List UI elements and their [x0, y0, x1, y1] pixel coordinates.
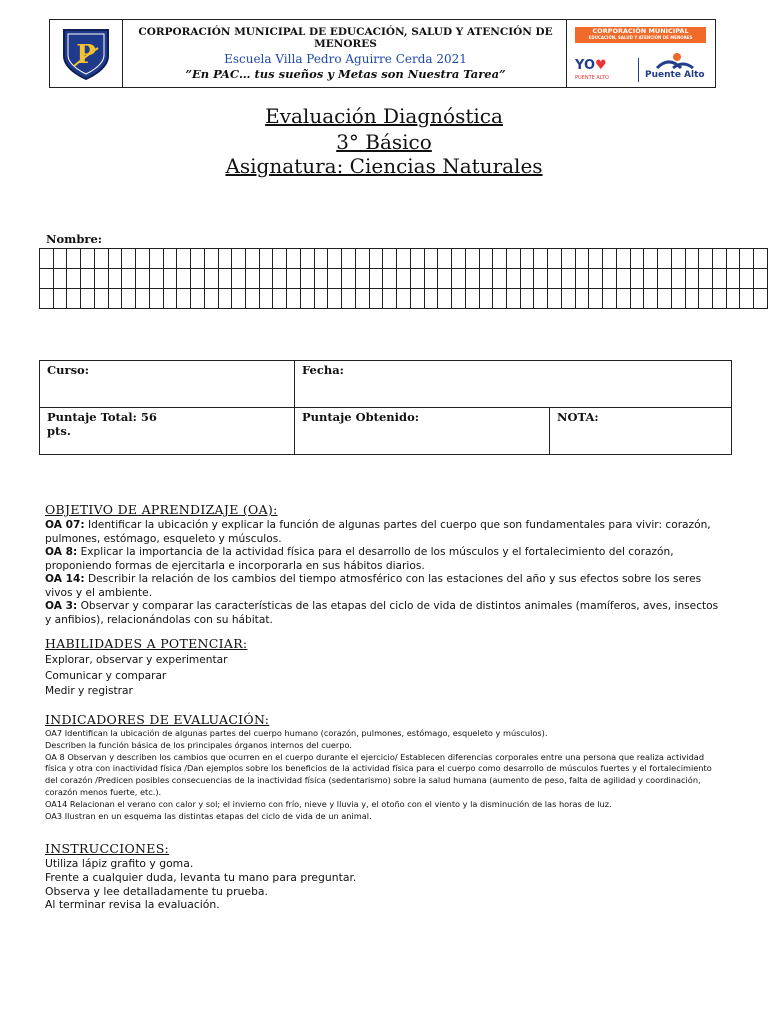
- name-grid-cell[interactable]: [520, 289, 534, 309]
- name-grid-cell[interactable]: [287, 269, 301, 289]
- name-grid-cell[interactable]: [534, 269, 548, 289]
- name-grid-cell[interactable]: [520, 249, 534, 269]
- name-grid-cell[interactable]: [355, 249, 369, 269]
- habilidad-item: Explorar, observar y experimentar: [45, 654, 228, 666]
- name-grid-cell[interactable]: [40, 269, 54, 289]
- name-grid-cell[interactable]: [671, 249, 685, 269]
- name-grid-cell[interactable]: [232, 249, 246, 269]
- name-grid-cell[interactable]: [122, 289, 136, 309]
- name-grid-cell[interactable]: [575, 269, 589, 289]
- indicadores-list: [45, 728, 725, 822]
- name-grid-cell[interactable]: [452, 269, 466, 289]
- name-grid-cell[interactable]: [410, 249, 424, 269]
- instrucciones-list: [45, 857, 356, 912]
- name-grid-cell[interactable]: [163, 269, 177, 289]
- instruccion-item: Observa y lee detalladamente tu prueba.: [45, 884, 268, 898]
- name-grid-cell[interactable]: [548, 249, 562, 269]
- name-grid-cell[interactable]: [67, 289, 81, 309]
- name-grid-cell[interactable]: [603, 249, 617, 269]
- name-grid-cell[interactable]: [204, 249, 218, 269]
- name-grid-cell[interactable]: [726, 249, 740, 269]
- name-grid-cell[interactable]: [493, 249, 507, 269]
- name-grid-cell[interactable]: [108, 269, 122, 289]
- name-grid-cell[interactable]: [136, 289, 150, 309]
- name-grid-cell[interactable]: [53, 269, 67, 289]
- name-grid-cell[interactable]: [369, 289, 383, 309]
- puente-alto-text: Puente Alto: [645, 70, 705, 80]
- name-grid-cell[interactable]: [355, 289, 369, 309]
- name-grid-cell[interactable]: [94, 249, 108, 269]
- name-grid-cell[interactable]: [108, 249, 122, 269]
- name-grid-cell[interactable]: [465, 289, 479, 309]
- name-grid-cell[interactable]: [218, 269, 232, 289]
- name-grid-cell[interactable]: [204, 289, 218, 309]
- name-grid-cell[interactable]: [616, 289, 630, 309]
- name-grid-cell[interactable]: [273, 249, 287, 269]
- name-grid-cell[interactable]: [685, 249, 699, 269]
- indicador-item: OA 8 Observan y describen los cambios que ocurren en el cuerpo durante el ejercicio/ Establecen diferencias corporales entre una persona que realiza actividad física y otra con inactividad física /Dan ejemplos sobre los beneficios de la actividad física para el cuerpo como desarrollo de músculos fuertes y el fortalecimiento del corazón /Predicen posibles consecuencias de la inactividad física (sedentarismo) sobre la salud humana (aumento de peso, falta de agilidad y coordinación, corazón menos fuerte, etc.).: [45, 751, 712, 797]
- name-grid-cell[interactable]: [397, 249, 411, 269]
- name-grid-cell[interactable]: [53, 249, 67, 269]
- instruccion-item: Al terminar revisa la evaluación.: [45, 898, 220, 912]
- yo-puente-alto-text: YO♥: [575, 58, 607, 73]
- name-grid-cell[interactable]: [136, 269, 150, 289]
- school-motto: ”En PAC… tus sueños y Metas son Nuestra Tarea”: [185, 67, 506, 81]
- name-grid-cell[interactable]: [616, 269, 630, 289]
- corporation-banner: CORPORACIÓN MUNICIPAL EDUCACIÓN, SALUD Y ATENCIÓN DE MENORES: [575, 27, 706, 43]
- instruccion-item: Utiliza lápiz grafito y goma.: [45, 857, 194, 870]
- name-grid-cell[interactable]: [246, 269, 260, 289]
- name-grid-cell[interactable]: [136, 249, 150, 269]
- name-grid-cell[interactable]: [273, 289, 287, 309]
- name-grid-cell[interactable]: [218, 289, 232, 309]
- name-grid-cell[interactable]: [438, 249, 452, 269]
- name-grid-cell[interactable]: [438, 289, 452, 309]
- name-grid-cell[interactable]: [259, 289, 273, 309]
- name-grid-cell[interactable]: [218, 249, 232, 269]
- name-grid-row: [40, 269, 768, 289]
- name-grid-cell[interactable]: [259, 269, 273, 289]
- name-grid-cell[interactable]: [328, 289, 342, 309]
- fecha-cell[interactable]: Fecha:: [295, 361, 732, 408]
- name-grid-cell[interactable]: [67, 269, 81, 289]
- name-grid-cell[interactable]: [479, 249, 493, 269]
- name-grid-cell[interactable]: [40, 289, 54, 309]
- name-grid-cell[interactable]: [740, 249, 754, 269]
- document-header: [49, 19, 716, 88]
- name-grid-cell[interactable]: [534, 249, 548, 269]
- name-grid-cell[interactable]: [575, 249, 589, 269]
- name-grid-cell[interactable]: [383, 249, 397, 269]
- name-grid-cell[interactable]: [465, 269, 479, 289]
- name-grid-cell[interactable]: [644, 289, 658, 309]
- name-grid: [39, 248, 768, 309]
- name-grid-cell[interactable]: [149, 249, 163, 269]
- name-grid-cell[interactable]: [163, 289, 177, 309]
- name-grid-cell[interactable]: [40, 249, 54, 269]
- indicadores-heading: INDICADORES DE EVALUACIÓN:: [45, 712, 270, 727]
- name-grid-cell[interactable]: [589, 269, 603, 289]
- name-grid-cell[interactable]: [548, 269, 562, 289]
- name-grid-cell[interactable]: [493, 289, 507, 309]
- name-label: Nombre:: [46, 232, 103, 246]
- name-grid-cell[interactable]: [300, 269, 314, 289]
- name-grid-cell[interactable]: [589, 249, 603, 269]
- name-grid-cell[interactable]: [204, 269, 218, 289]
- name-grid-cell[interactable]: [177, 269, 191, 289]
- indicador-item: OA14 Relacionan el verano con calor y sol; el invierno con frío, nieve y lluvia y, el otoño con el viento y la disminución de las horas de luz.: [45, 798, 612, 809]
- school-crest: [50, 20, 123, 87]
- name-grid-cell[interactable]: [232, 269, 246, 289]
- objetivo-item: OA 14: Describir la relación de los cambios del tiempo atmosférico con las estaciones del año y sus efectos sobre los seres vivos y el ambiente.: [45, 573, 702, 599]
- name-grid-cell[interactable]: [616, 249, 630, 269]
- name-grid-cell[interactable]: [122, 269, 136, 289]
- name-grid-cell[interactable]: [740, 269, 754, 289]
- name-grid-cell[interactable]: [506, 269, 520, 289]
- name-grid-cell[interactable]: [506, 289, 520, 309]
- name-grid-cell[interactable]: [452, 249, 466, 269]
- name-grid-cell[interactable]: [479, 269, 493, 289]
- name-grid-cell[interactable]: [534, 289, 548, 309]
- name-grid-cell[interactable]: [383, 289, 397, 309]
- school-crest-icon: [56, 26, 116, 82]
- name-grid-cell[interactable]: [658, 289, 672, 309]
- name-grid-cell[interactable]: [149, 269, 163, 289]
- puntaje-total-cell: Puntaje Total: 56 pts.: [40, 408, 295, 455]
- name-grid-cell[interactable]: [383, 269, 397, 289]
- name-grid-cell[interactable]: [644, 269, 658, 289]
- name-grid-cell[interactable]: [232, 289, 246, 309]
- name-grid-cell[interactable]: [603, 269, 617, 289]
- name-grid-cell[interactable]: [328, 249, 342, 269]
- name-grid-cell[interactable]: [712, 249, 726, 269]
- name-grid-cell[interactable]: [177, 289, 191, 309]
- name-grid-cell[interactable]: [191, 269, 205, 289]
- habilidad-item: Comunicar y comparar: [45, 669, 167, 682]
- objetivo-item: OA 07: Identificar la ubicación y explicar la función de algunas partes del cuerpo que son fundamentales para vivir: corazón, pulmones, estómago, esqueleto y músculos.: [45, 519, 711, 545]
- name-grid-cell[interactable]: [726, 269, 740, 289]
- name-grid-cell[interactable]: [287, 289, 301, 309]
- name-grid-cell[interactable]: [300, 289, 314, 309]
- indicador-item: OA3 Ilustran en un esquema las distintas etapas del ciclo de vida de un animal.: [45, 810, 372, 821]
- name-grid-cell[interactable]: [740, 289, 754, 309]
- name-grid-cell[interactable]: [191, 289, 205, 309]
- name-grid-cell[interactable]: [273, 269, 287, 289]
- name-grid-cell[interactable]: [493, 269, 507, 289]
- name-grid-cell[interactable]: [630, 289, 644, 309]
- name-grid-cell[interactable]: [630, 249, 644, 269]
- name-grid-cell[interactable]: [424, 269, 438, 289]
- name-grid-cell[interactable]: [671, 289, 685, 309]
- name-grid-cell[interactable]: [561, 249, 575, 269]
- name-grid-cell[interactable]: [589, 289, 603, 309]
- name-grid-cell[interactable]: [561, 269, 575, 289]
- puente-alto-bridge-icon: [655, 50, 695, 70]
- name-grid-cell[interactable]: [754, 269, 768, 289]
- name-grid-cell[interactable]: [122, 249, 136, 269]
- name-grid-cell[interactable]: [603, 289, 617, 309]
- instruccion-item: Frente a cualquier duda, levanta tu mano para preguntar.: [45, 870, 357, 884]
- name-grid-cell[interactable]: [314, 289, 328, 309]
- name-grid-cell[interactable]: [506, 249, 520, 269]
- name-grid-cell[interactable]: [410, 269, 424, 289]
- name-grid-cell[interactable]: [177, 249, 191, 269]
- name-grid-row: [40, 249, 768, 269]
- name-grid-cell[interactable]: [726, 289, 740, 309]
- name-grid-row: [40, 289, 768, 309]
- subject-title: Asignatura: Ciencias Naturales: [225, 154, 543, 178]
- name-grid-cell[interactable]: [548, 289, 562, 309]
- name-grid-cell[interactable]: [191, 249, 205, 269]
- name-grid-cell[interactable]: [246, 289, 260, 309]
- objetivos-list: [45, 519, 725, 627]
- name-grid-cell[interactable]: [355, 269, 369, 289]
- name-grid-cell[interactable]: [699, 269, 713, 289]
- name-grid-cell[interactable]: [300, 249, 314, 269]
- name-grid-cell[interactable]: [630, 269, 644, 289]
- name-grid-cell[interactable]: [424, 289, 438, 309]
- name-grid-cell[interactable]: [67, 249, 81, 269]
- name-grid-cell[interactable]: [671, 269, 685, 289]
- name-grid-cell[interactable]: [94, 289, 108, 309]
- name-grid-cell[interactable]: [342, 289, 356, 309]
- svg-text:P: P: [76, 40, 96, 70]
- name-grid-cell[interactable]: [479, 289, 493, 309]
- name-grid-cell[interactable]: [754, 289, 768, 309]
- habilidades-list: [45, 653, 227, 700]
- habilidad-item: Medir y registrar: [45, 685, 133, 697]
- name-grid-cell[interactable]: [685, 289, 699, 309]
- indicador-item: Describen la función básica de los principales órganos internos del cuerpo.: [45, 739, 352, 750]
- grade-title: 3° Básico: [336, 130, 432, 154]
- name-grid-cell[interactable]: [287, 249, 301, 269]
- name-grid-cell[interactable]: [644, 249, 658, 269]
- name-grid-cell[interactable]: [81, 269, 95, 289]
- corporation-name: CORPORACIÓN MUNICIPAL DE EDUCACIÓN, SALUD Y ATENCIÓN DE MENORES: [138, 26, 553, 50]
- name-grid-cell[interactable]: [397, 269, 411, 289]
- name-grid-cell[interactable]: [685, 269, 699, 289]
- name-grid-cell[interactable]: [397, 289, 411, 309]
- info-table: [39, 360, 732, 455]
- name-grid-cell[interactable]: [314, 269, 328, 289]
- name-grid-cell[interactable]: [465, 249, 479, 269]
- name-grid-cell[interactable]: [328, 269, 342, 289]
- name-grid-cell[interactable]: [658, 269, 672, 289]
- objetivo-item: OA 8: Explicar la importancia de la actividad física para el desarrollo de los músculos y el fortalecimiento del corazón, proponiendo formas de ejercitarla e incorporarla en sus hábitos diarios.: [45, 546, 674, 572]
- puntaje-obtenido-cell[interactable]: Puntaje Obtenido:: [295, 408, 550, 455]
- name-grid-cell[interactable]: [699, 249, 713, 269]
- objetivos-heading: OBJETIVO DE APRENDIZAJE (OA):: [45, 502, 278, 517]
- indicador-item: OA7 Identifican la ubicación de algunas partes del cuerpo humano (corazón, pulmones, estómago, esqueleto y músculos).: [45, 728, 548, 738]
- yo-puente-alto-sub: PUENTE ALTO: [575, 75, 609, 81]
- heart-icon: ♥: [595, 58, 607, 73]
- name-grid-cell[interactable]: [561, 289, 575, 309]
- logo-divider: [638, 58, 639, 82]
- name-grid-cell[interactable]: [658, 249, 672, 269]
- evaluation-title: Evaluación Diagnóstica: [265, 104, 503, 128]
- name-grid-cell[interactable]: [259, 249, 273, 269]
- name-grid-cell[interactable]: [699, 289, 713, 309]
- name-grid-cell[interactable]: [754, 249, 768, 269]
- name-grid-cell[interactable]: [438, 269, 452, 289]
- name-grid-cell[interactable]: [108, 289, 122, 309]
- name-grid-cell[interactable]: [410, 289, 424, 309]
- school-name: Escuela Villa Pedro Aguirre Cerda 2021: [224, 52, 467, 66]
- objetivo-item: OA 3: Observar y comparar las características de las etapas del ciclo de vida de distintos animales (mamíferos, aves, insectos y anfibios), relacionándolas con su hábitat.: [45, 600, 719, 626]
- name-grid-cell[interactable]: [163, 249, 177, 269]
- name-grid-cell[interactable]: [452, 289, 466, 309]
- name-grid-cell[interactable]: [246, 249, 260, 269]
- name-grid-cell[interactable]: [712, 289, 726, 309]
- name-grid-cell[interactable]: [149, 289, 163, 309]
- name-grid-cell[interactable]: [520, 269, 534, 289]
- name-grid-cell[interactable]: [342, 269, 356, 289]
- name-grid-cell[interactable]: [314, 249, 328, 269]
- name-grid-cell[interactable]: [712, 269, 726, 289]
- name-grid-cell[interactable]: [94, 269, 108, 289]
- name-grid-cell[interactable]: [342, 249, 356, 269]
- name-grid-cell[interactable]: [81, 249, 95, 269]
- name-grid-cell[interactable]: [369, 269, 383, 289]
- instrucciones-heading: INSTRUCCIONES:: [45, 841, 170, 856]
- corporation-logo: [566, 20, 715, 87]
- name-grid-cell[interactable]: [81, 289, 95, 309]
- curso-cell[interactable]: Curso:: [40, 361, 295, 408]
- name-grid-cell[interactable]: [53, 289, 67, 309]
- nota-cell[interactable]: NOTA:: [550, 408, 732, 455]
- habilidades-heading: HABILIDADES A POTENCIAR:: [45, 636, 248, 651]
- name-grid-cell[interactable]: [424, 249, 438, 269]
- name-grid-cell[interactable]: [575, 289, 589, 309]
- name-grid-cell[interactable]: [369, 249, 383, 269]
- header-text: [123, 20, 568, 87]
